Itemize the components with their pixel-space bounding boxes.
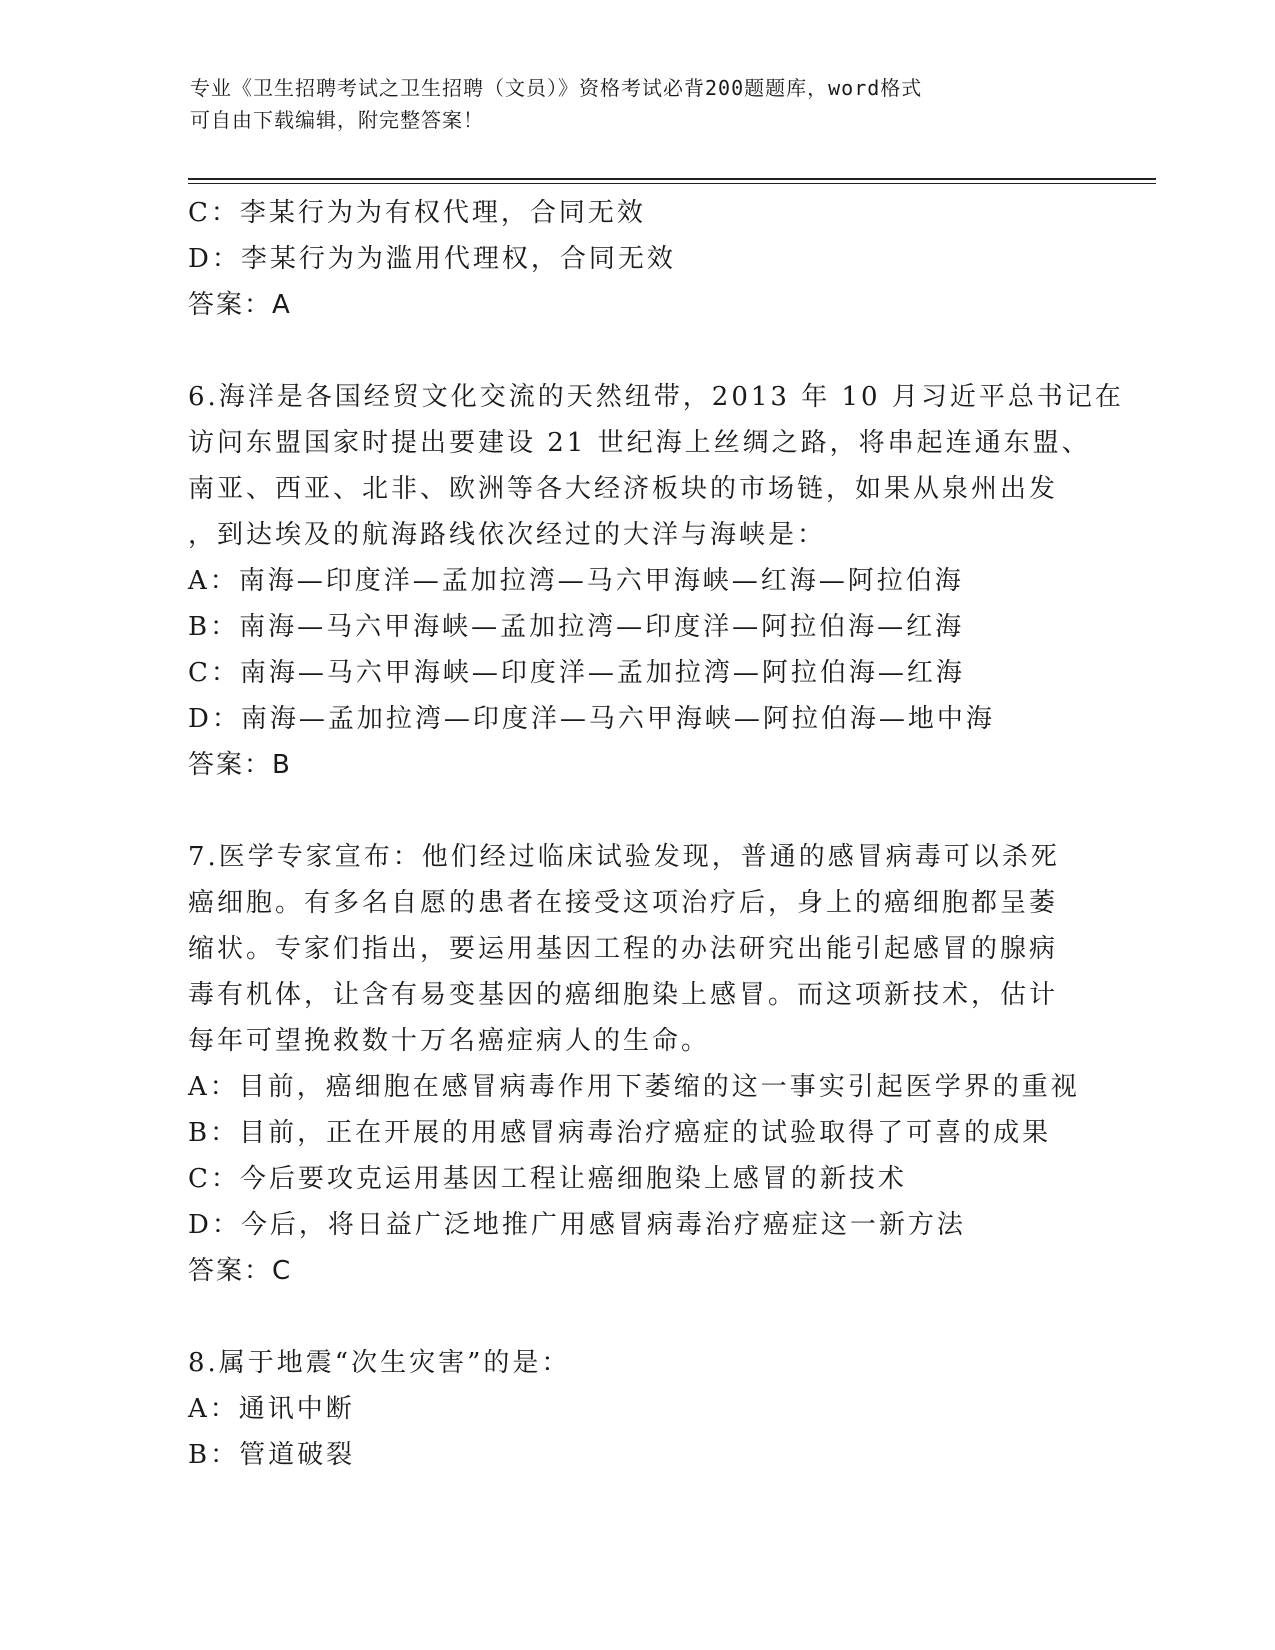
spacer [188, 788, 1088, 834]
q6-answer: 答案：B [188, 750, 292, 780]
q7-stem-line: 7.医学专家宣布：他们经过临床试验发现，普通的感冒病毒可以杀死 [188, 842, 1060, 872]
q6-option-c: C：南海—马六甲海峡—印度洋—孟加拉湾—阿拉伯海—红海 [188, 658, 965, 688]
q7-option-c: C：今后要攻克运用基因工程让癌细胞染上感冒的新技术 [188, 1164, 907, 1194]
q6-option-d: D：南海—孟加拉湾—印度洋—马六甲海峡—阿拉伯海—地中海 [188, 704, 995, 734]
q5-option-c: C：李某行为为有权代理，合同无效 [188, 198, 646, 228]
q7-stem-line: 毒有机体，让含有易变基因的癌细胞染上感冒。而这项新技术，估计 [188, 980, 1059, 1010]
q6-stem-line: 南亚、西亚、北非、欧洲等各大经济板块的市场链，如果从泉州出发 [188, 474, 1059, 504]
q7-stem-line: 缩状。专家们指出，要运用基因工程的办法研究出能引起感冒的腺病 [188, 934, 1059, 964]
q8-option-b: B：管道破裂 [188, 1440, 356, 1470]
spacer [188, 1294, 1088, 1340]
q6-stem-line: 6.海洋是各国经贸文化交流的天然纽带，2013 年 10 月习近平总书记在 [188, 382, 1124, 412]
q8-stem: 8.属于地震“次生灾害”的是： [188, 1348, 571, 1378]
header-line-1: 专业《卫生招聘考试之卫生招聘（文员）》资格考试必背200题题库，word格式 [190, 76, 923, 100]
q6-stem-line: ，到达埃及的航海路线依次经过的大洋与海峡是： [188, 520, 827, 550]
q5-option-d: D：李某行为为滥用代理权，合同无效 [188, 244, 676, 274]
question-content [188, 190, 1124, 1478]
q6-stem-line: 访问东盟国家时提出要建设 21 世纪海上丝绸之路，将串起连通东盟、 [188, 428, 1091, 458]
header-line-2: 可自由下载编辑，附完整答案！ [190, 108, 484, 132]
q7-option-d: D：今后，将日益广泛地推广用感冒病毒治疗癌症这一新方法 [188, 1210, 966, 1240]
q7-stem-line: 癌细胞。有多名自愿的患者在接受这项治疗后，身上的癌细胞都呈萎 [188, 888, 1059, 918]
page-header [190, 72, 1070, 136]
q6-option-b: B：南海—马六甲海峡—孟加拉湾—印度洋—阿拉伯海—红海 [188, 612, 965, 642]
header-rule [188, 178, 1156, 180]
q7-answer: 答案：C [188, 1256, 293, 1286]
q6-option-a: A：南海—印度洋—孟加拉湾—马六甲海峡—红海—阿拉伯海 [188, 566, 964, 596]
q7-stem-line: 每年可望挽救数十万名癌症病人的生命。 [188, 1026, 711, 1056]
q5-answer: 答案：A [188, 290, 292, 320]
header-rule-secondary [188, 183, 1156, 184]
q7-option-b: B：目前，正在开展的用感冒病毒治疗癌症的试验取得了可喜的成果 [188, 1118, 1052, 1148]
spacer [188, 328, 1088, 374]
q8-option-a: A：通讯中断 [188, 1394, 355, 1424]
q7-option-a: A：目前，癌细胞在感冒病毒作用下萎缩的这一事实引起医学界的重视 [188, 1072, 1080, 1102]
